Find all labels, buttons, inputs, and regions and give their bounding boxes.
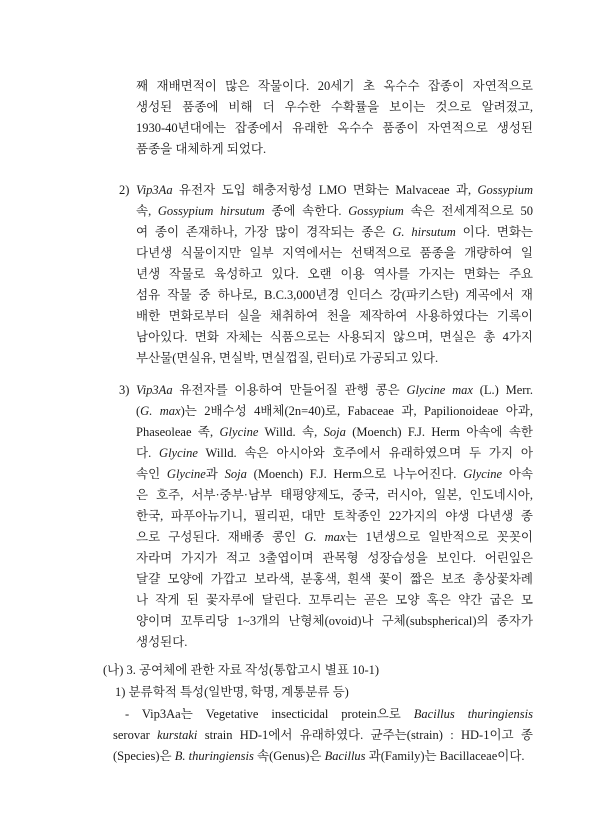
text-segment: 과	[205, 467, 225, 481]
text-segment: 자라며 가지가 적고 3출엽이며 관목형 성장습성을 보인다. 어린잎은	[136, 551, 533, 565]
text-segment: 양이며 꼬투리당 1~3개의 난형체(ovoid)나 구체(subspherical)의 종자가	[136, 614, 533, 628]
text-line	[136, 401, 533, 422]
text-line	[136, 306, 533, 327]
paragraph-text	[136, 380, 533, 653]
text-segment: 째 재배면적이 많은 작물이다. 20세기 초 옥수수 잡종이 자연적으로	[136, 79, 533, 93]
text-segment: 아속	[502, 467, 533, 481]
text-segment: )는 2배수성 4배체(2n=40)로, Fabaceae 과, Papilionoideae 아과,	[180, 404, 533, 418]
text-line	[136, 285, 533, 306]
text-line	[136, 443, 533, 464]
text-segment: (Species)은	[113, 749, 175, 763]
scientific-name-italic: Glycine	[159, 446, 198, 460]
text-line	[136, 506, 533, 527]
scientific-name-italic: Glycine max	[406, 383, 473, 397]
text-line	[136, 348, 533, 369]
paragraph-text	[136, 76, 533, 160]
text-segment: Phaseoleae 족,	[136, 425, 220, 439]
text-line	[136, 422, 533, 443]
scientific-name-italic: Soja	[323, 425, 346, 439]
text-segment: 속인	[136, 467, 167, 481]
text-segment: 배한 면화로부터 실을 채취하여 천을 제작하여 사용하였다는 기록이	[136, 309, 533, 323]
scientific-name-italic: G. max	[304, 530, 346, 544]
list-marker-2: 2)	[119, 183, 130, 197]
scientific-name-italic: Vip3Aa	[136, 183, 173, 197]
text-segment: 한국, 파푸아뉴기니, 필리핀, 대만 토착종인 22가지의 야생 다년생 종	[136, 509, 533, 523]
text-segment: 다년생 식물이지만 일부 지역에서는 선택적으로 품종을 개량하여 일	[136, 246, 533, 260]
text-line	[136, 485, 533, 506]
text-segment: serovar	[113, 728, 158, 742]
text-line	[136, 222, 533, 243]
scientific-name-italic: Vip3Aa	[136, 383, 173, 397]
text-segment: 나 작게 된 꽃자루에 달린다. 꼬투리는 곧은 모양 혹은 약간 굽은 모	[136, 593, 533, 607]
text-segment: 1930-40년대에는 잡종에서 유래한 옥수수 품종이 자연적으로 생성된	[136, 121, 533, 135]
text-segment: 이다. 면화는	[455, 225, 533, 239]
text-line	[136, 243, 533, 264]
scientific-name-italic: Bacillus	[324, 749, 366, 763]
list-item-cotton	[119, 180, 533, 369]
text-line	[113, 725, 533, 746]
paragraph-corn-hybrids	[136, 76, 533, 160]
text-line	[136, 139, 533, 160]
text-segment: 달걀 모양에 가깝고 보라색, 분홍색, 흰색 꽃이 짧은 보조 총상꽃차례	[136, 572, 533, 586]
text-line	[136, 76, 533, 97]
paragraph-text	[113, 704, 533, 767]
text-line	[136, 527, 533, 548]
text-line	[113, 704, 533, 725]
text-segment: 남아있다. 면화 자체는 식품으로는 사용되지 않으며, 면실은 총 4가지	[136, 330, 533, 344]
list-marker-3: 3)	[119, 383, 130, 397]
text-segment: 은 호주, 서부·중부·남부 태평양제도, 중국, 러시아, 일본, 인도네시아,	[136, 488, 533, 502]
text-line	[136, 201, 533, 222]
text-line	[136, 118, 533, 139]
scientific-name-italic: B. thuringiensis	[174, 749, 254, 763]
scientific-name-italic: Gossypium	[348, 204, 404, 218]
scientific-name-italic: kurstaki	[157, 728, 198, 742]
text-segment: (Moench) F.J. Herm으로 나누어진다.	[246, 467, 464, 481]
text-segment: 종에 속한다.	[264, 204, 349, 218]
text-segment: 여 종이 존재하나, 가장 많이 경작되는 종은	[136, 225, 393, 239]
text-segment: 년생 작물로 육성하고 있다. 오랜 이용 역사를 가지는 면화는 주요	[136, 267, 533, 281]
text-segment: Willd. 속은 아시아와 호주에서 유래하였으며 두 가지 아	[197, 446, 533, 460]
text-segment: 과(Family)는 Bacillaceae이다.	[365, 749, 525, 763]
section-heading-donor-data: (나) 3. 공여체에 관한 자료 작성(통합고시 별표 10-1)	[103, 663, 380, 677]
scientific-name-italic: G. hirsutum	[392, 225, 456, 239]
text-segment: (	[136, 404, 141, 418]
text-segment: 섬유 작물 중 하나로, B.C.3,000년경 인더스 강(파키스탄) 계곡에서 재	[136, 288, 533, 302]
scientific-name-italic: Glycine	[166, 467, 206, 481]
paragraph-vip3aa-origin	[113, 704, 533, 767]
text-line	[136, 548, 533, 569]
text-segment: 생성된다.	[136, 635, 188, 649]
text-segment: 속은 전세계적으로 50	[403, 204, 533, 218]
scientific-name-italic: Soja	[224, 467, 247, 481]
scientific-name-italic: Glycine	[219, 425, 259, 439]
text-segment: (L.) Merr.	[472, 383, 534, 397]
text-line	[136, 632, 533, 653]
text-line	[136, 327, 533, 348]
text-segment: 품종을 대체하게 되었다.	[136, 142, 267, 156]
text-segment: 다.	[136, 446, 160, 460]
text-segment: - Vip3Aa는 Vegetative insecticidal protein으로	[125, 707, 414, 721]
text-segment: 으로 구성된다. 재배종 콩인	[136, 530, 305, 544]
text-segment: 속(Genus)은	[253, 749, 325, 763]
text-line	[136, 380, 533, 401]
text-line	[136, 611, 533, 632]
text-segment: Willd. 속,	[258, 425, 324, 439]
text-segment: 부산물(면실유, 면실박, 면실껍질, 린터)로 가공되고 있다.	[136, 351, 439, 365]
scientific-name-italic: Gossypium	[477, 183, 533, 197]
paragraph-text	[136, 180, 533, 369]
text-segment: strain HD-1에서 유래하였다. 균주는(strain) : HD-1이고 종	[197, 728, 533, 742]
text-line	[136, 569, 533, 590]
text-line	[136, 464, 533, 485]
text-line	[136, 97, 533, 118]
text-segment: 유전자 도입 해충저항성 LMO 면화는 Malvaceae 과,	[172, 183, 478, 197]
list-item-soybean	[119, 380, 534, 653]
text-line	[113, 746, 533, 767]
text-segment: 는 1년생으로 일반적으로 꼿꼿이	[345, 530, 534, 544]
subsection-heading-taxonomy: 1) 분류학적 특성(일반명, 학명, 계통분류 등)	[115, 685, 349, 699]
scientific-name-italic: G. max	[140, 404, 181, 418]
text-segment: 생성된 품종에 비해 더 우수한 수확률을 보이는 것으로 알려졌고,	[136, 100, 533, 114]
text-segment: 유전자를 이용하여 만들어질 관행 콩은	[172, 383, 407, 397]
text-line	[136, 590, 533, 611]
text-segment: (Moench) F.J. Herm 아속에 속한	[345, 425, 533, 439]
text-line	[136, 180, 533, 201]
text-line	[136, 264, 533, 285]
scientific-name-italic: Bacillus thuringiensis	[413, 707, 533, 721]
scientific-name-italic: Gossypium hirsutum	[157, 204, 265, 218]
scientific-name-italic: Glycine	[463, 467, 503, 481]
text-segment: 속,	[136, 204, 158, 218]
